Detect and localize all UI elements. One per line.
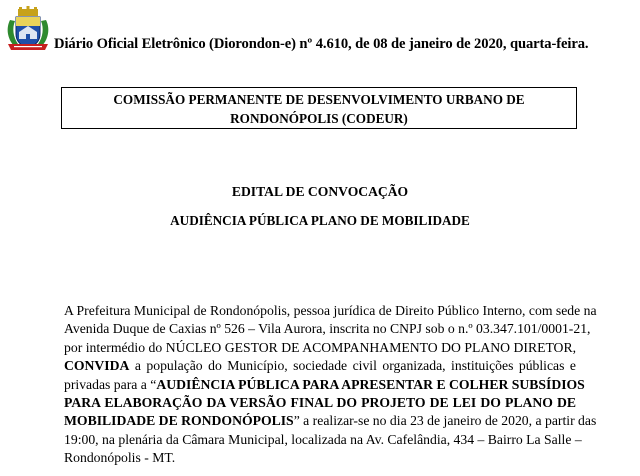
gazette-title: Diário Oficial Eletrônico (Diorondon-e) nº 4.610, de 08 de janeiro de 2020, quarta-feira. [54,36,589,52]
paragraph-line-4-rest: a população do Município, sociedade civil organizada, instituições públicas e [129,358,576,374]
edital-title: EDITAL DE CONVOCAÇÃO [231,184,409,199]
paragraph-line-1: A Prefeitura Municipal de Rondonópolis, pessoa jurídica de Direito Público Interno, com sede na [64,303,597,318]
paragraph-line-5 [64,376,585,394]
paragraph-line-5-pre: privadas para a “ [64,376,157,392]
paragraph-line-7-rest: ” a realizar-se no dia 23 de janeiro de 2020, a partir das [293,413,597,429]
event-title-part-3: MOBILIDADE DE RONDONÓPOLIS [64,413,294,429]
paragraph-line-9: Rondonópolis - MT. [64,450,176,466]
paragraph-line-2: Avenida Duque de Caxias nº 526 – Vila Aurora, inscrita no CNPJ sob o n.º 03.347.101/0001-21, [64,321,591,337]
paragraph-line-4 [64,357,576,375]
convida-text: CONVIDA [64,358,130,374]
commission-line-2: RONDONÓPOLIS (CODEUR) [230,111,408,126]
body-paragraph [64,302,597,468]
coat-of-arms-icon [4,6,52,52]
document-header [4,6,636,52]
paragraph-line-8: 19:00, na plenária da Câmara Municipal, localizada na Av. Cafelândia, 434 – Bairro La Salle – [64,431,582,447]
commission-box [61,87,577,129]
event-title-part-1: AUDIÊNCIA PÚBLICA PARA APRESENTAR E COLHER SUBSÍDIOS [156,376,585,392]
audiencia-title: AUDIÊNCIA PÚBLICA PLANO DE MOBILIDADE [170,213,470,228]
commission-line-1: COMISSÃO PERMANENTE DE DESENVOLVIMENTO URBANO DE [113,92,525,107]
paragraph-line-3: por intermédio do NÚCLEO GESTOR DE ACOMPANHAMENTO DO PLANO DIRETOR, [64,339,576,355]
paragraph-line-7 [64,412,597,430]
event-title-part-2: PARA ELABORAÇÃO DA VERSÃO FINAL DO PROJETO DE LEI DO PLANO DE [64,395,576,411]
